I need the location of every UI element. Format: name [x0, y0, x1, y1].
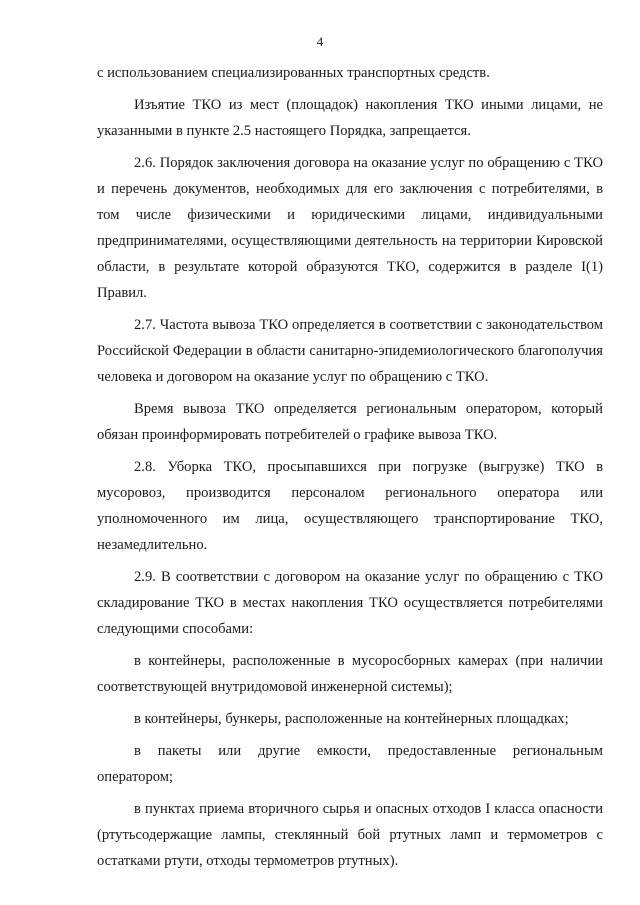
- paragraph-continuation: с использованием специализированных транспортных средств.: [97, 65, 490, 81]
- paragraph-2-9: 2.9. В соответствии с договором на оказание услуг по обращению с ТКО складирование ТКО в местах накопления ТКО осуществляется потребителями следующими способами:: [97, 569, 603, 637]
- list-item-collection-points: в пунктах приема вторичного сырья и опасных отходов I класса опасности (ртутьсодержащие лампы, стеклянный бой ртутных ламп и термометров с остатками ртути, отходы термометров ртутных).: [97, 801, 603, 869]
- paragraph-collection-time: Время вывоза ТКО определяется региональным оператором, который обязан проинформировать потребителей о графике вывоза ТКО.: [97, 401, 603, 443]
- document-body: [97, 60, 603, 874]
- page-number: 4: [316, 34, 324, 49]
- paragraph-removal-prohibition: Изъятие ТКО из мест (площадок) накопления ТКО иными лицами, не указанными в пункте 2.5 настоящего Порядка, запрещается.: [97, 97, 603, 139]
- paragraph-2-8: 2.8. Уборка ТКО, просыпавшихся при погрузке (выгрузке) ТКО в мусоровоз, производится персоналом регионального оператора или уполномоченного им лица, осуществляющего транспортирование ТКО, незамедлительно.: [97, 459, 603, 553]
- list-item-site-containers: в контейнеры, бункеры, расположенные на контейнерных площадках;: [134, 711, 569, 727]
- paragraph-2-7: 2.7. Частота вывоза ТКО определяется в соответствии с законодательством Российской Федерации в области санитарно-эпидемиологического благополучия человека и договором на оказание услуг по обращению с ТКО.: [97, 317, 603, 385]
- paragraph-2-6: 2.6. Порядок заключения договора на оказание услуг по обращению с ТКО и перечень документов, необходимых для его заключения с потребителями, в том числе физическими и юридическими лицами, индивидуальными предпринимателями, осуществляющими деятельность на территории Кировской области, в результате которой образуются ТКО, содержится в разделе I(1) Правил.: [97, 155, 603, 301]
- list-item-chute-containers: в контейнеры, расположенные в мусоросборных камерах (при наличии соответствующей внутридомовой инженерной системы);: [97, 653, 603, 695]
- list-item-bags: в пакеты или другие емкости, предоставленные региональным оператором;: [97, 743, 603, 785]
